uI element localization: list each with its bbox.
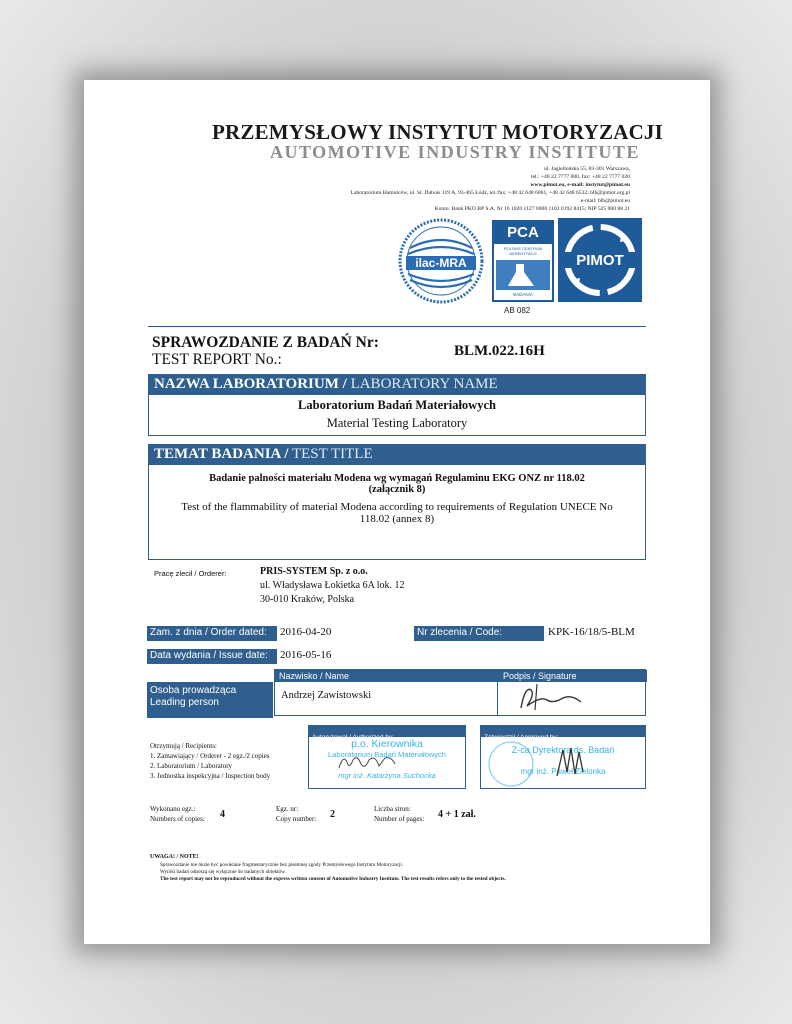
approved-header-label: Zatwierdził / Approved by: (484, 734, 559, 741)
copy-number-value: 2 (330, 809, 335, 820)
laboratory-box (148, 394, 646, 436)
approved-stamp-line1: Z-ca Dyrektora ds. Badań (511, 745, 615, 755)
approved-stamp-circle-icon (483, 738, 543, 788)
test-title-en-line1: Test of the flammability of material Modena according to requirements of Regulation UNECE No (181, 501, 613, 513)
recipients-title: Otrzymują / Recipients: (150, 742, 217, 750)
test-title-pl-line1: Badanie palności materiału Modena wg wymagań Regulaminu EKG ONZ nr 118.02 (209, 473, 585, 484)
report-number: BLM.022.16H (454, 343, 545, 359)
recipient-item: 1. Zamawiający / Orderer - 2 egz./2 copies (150, 752, 270, 760)
laboratory-header-en: LABORATORY NAME (346, 376, 498, 392)
approved-header (481, 726, 645, 741)
test-title-en-line2: 118.02 (annex 8) (359, 513, 435, 525)
flask-icon (494, 258, 552, 292)
address-line: tel.: +48 22 7777 000, fax: +48 22 7777 020 (530, 174, 630, 180)
address-line: Konto: Bank PKO BP S.A. Nr 16 1020 1127 0000 1102 0192 8415; NIP 525 000 88 21 (434, 206, 630, 212)
laboratory-header-pl: NAZWA LABORATORIUM / (154, 376, 347, 392)
signature-icon (507, 680, 587, 714)
divider (148, 326, 646, 327)
note-title: UWAGA! / NOTE! (150, 854, 199, 860)
approved-box (480, 725, 646, 789)
pages-value: 4 + 1 zał. (438, 809, 476, 820)
test-header (148, 444, 646, 464)
pca-logo (492, 220, 554, 302)
laboratory-name-pl: Laboratorium Badań Materiałowych (298, 398, 496, 412)
note-line: Wyniki badań odnoszą się wyłącznie do badanych obiektów. (160, 869, 286, 875)
authorized-header (309, 726, 465, 741)
recipient-item: 2. Laboratorium / Laboratory (150, 762, 233, 770)
order-date-label: Zam. z dnia / Order dated: (147, 626, 277, 641)
name-header: Nazwisko / Name (279, 671, 350, 681)
authorized-box (308, 725, 466, 789)
pca-title: PCA (494, 222, 552, 244)
institute-name-pl: PRZEMYSŁOWY INSTYTUT MOTORYZACJI (212, 120, 664, 144)
order-date-value: 2016-04-20 (280, 626, 332, 638)
leading-person-label (147, 682, 273, 718)
test-title-box (148, 464, 646, 560)
leading-person-name: Andrzej Zawistowski (281, 690, 372, 701)
orderer-name: PRIS-SYSTEM Sp. z o.o. (260, 566, 368, 577)
order-code-value: KPK-16/18/5-BLM (548, 626, 635, 638)
pca-subtitle: POLSKIE CENTRUM AKREDYTACJI (503, 246, 543, 256)
recipient-item: 3. Jednostka inspekcyjna / Inspection body (150, 772, 271, 780)
copies-made-label-en: Numbers of copies: (150, 815, 205, 823)
address-line: ul. Jagiellońska 55, 03-301 Warszawa, (544, 166, 630, 172)
issue-date-label: Data wydania / Issue date: (147, 649, 277, 664)
authorized-signature-icon (335, 752, 405, 774)
test-header-pl: TEMAT BADANIA / (154, 446, 289, 462)
laboratory-header (148, 374, 646, 394)
pages-label-en: Number of pages: (374, 815, 425, 823)
note-line: Sprawozdanie nie może być powielane fragmentarycznie bez pisemnej zgody Przemysłowego Instytutu Motoryzacji. (160, 862, 404, 868)
address-line: www.pimot.eu, e-mail: instytut@pimot.eu (530, 182, 630, 188)
accreditation-code: AB 082 (504, 306, 531, 315)
institute-name-en: AUTOMOTIVE INDUSTRY INSTITUTE (270, 142, 640, 162)
address-line: e-mail: blh@pimot.eu (580, 198, 630, 204)
address-line: Laboratorium Hamulców, ul. St. Dubois 119 A, 93-465 Łódź, tel./fax: +48 42 648 6061, +48 42 648 6532; blh@pimot.org.pl (350, 190, 630, 196)
leading-person-table (274, 669, 646, 716)
approved-signature-icon (551, 742, 591, 782)
test-header-en: TEST TITLE (288, 446, 373, 462)
pages-label-pl: Liczba stron: (374, 805, 411, 813)
note-line-en: The test report may not be reproduced without the express written consent of Automotive Industry Institute. The test results refers only to the tested objects. (160, 876, 506, 882)
copies-made-value: 4 (220, 809, 225, 820)
report-title-pl: SPRAWOZDANIE Z BADAŃ Nr: (152, 334, 379, 351)
orderer-city: 30-010 Kraków, Polska (260, 594, 355, 605)
approved-stamp-line2: mgr inż. Paweł Zielonka (520, 767, 606, 776)
document-sheet (84, 80, 710, 944)
leading-person-label-pl: Osoba prowadząca (150, 685, 237, 696)
signature-header: Podpis / Signature (503, 671, 577, 681)
orderer-label: Pracę zlecił / Orderer: (154, 569, 227, 578)
laboratory-name-en: Material Testing Laboratory (326, 416, 468, 430)
pca-badania: BADANIA (513, 292, 533, 297)
pimot-logo (558, 218, 642, 302)
authorized-header-label: Autoryzował / Authorized by: (312, 734, 395, 741)
issue-date-value: 2016-05-16 (280, 649, 332, 661)
report-title-en: TEST REPORT No.: (152, 351, 282, 368)
authorized-stamp-line2: Laboratorium Badań Materiałowych (328, 750, 446, 759)
order-code-label: Nr zlecenia / Code: (414, 626, 544, 641)
orderer-street: ul. Władysława Łokietka 6A lok. 12 (260, 580, 405, 591)
authorized-stamp-line1: p.o. Kierownika (351, 738, 423, 750)
leading-person-label-en: Leading person (150, 697, 219, 708)
copy-number-label-en: Copy number: (276, 815, 317, 823)
ilac-mra-text: ilac-MRA (415, 256, 467, 270)
test-title-pl-line2: (załącznik 8) (368, 484, 426, 495)
copies-made-label-pl: Wykonano egz.: (150, 805, 196, 813)
column-divider (497, 670, 498, 716)
ilac-mra-logo (398, 218, 484, 304)
copy-number-label-pl: Egz. nr: (276, 805, 299, 813)
authorized-stamp-line3: mgr inż. Katarzyna Suchocka (338, 771, 436, 780)
pimot-text: PIMOT (576, 252, 624, 269)
